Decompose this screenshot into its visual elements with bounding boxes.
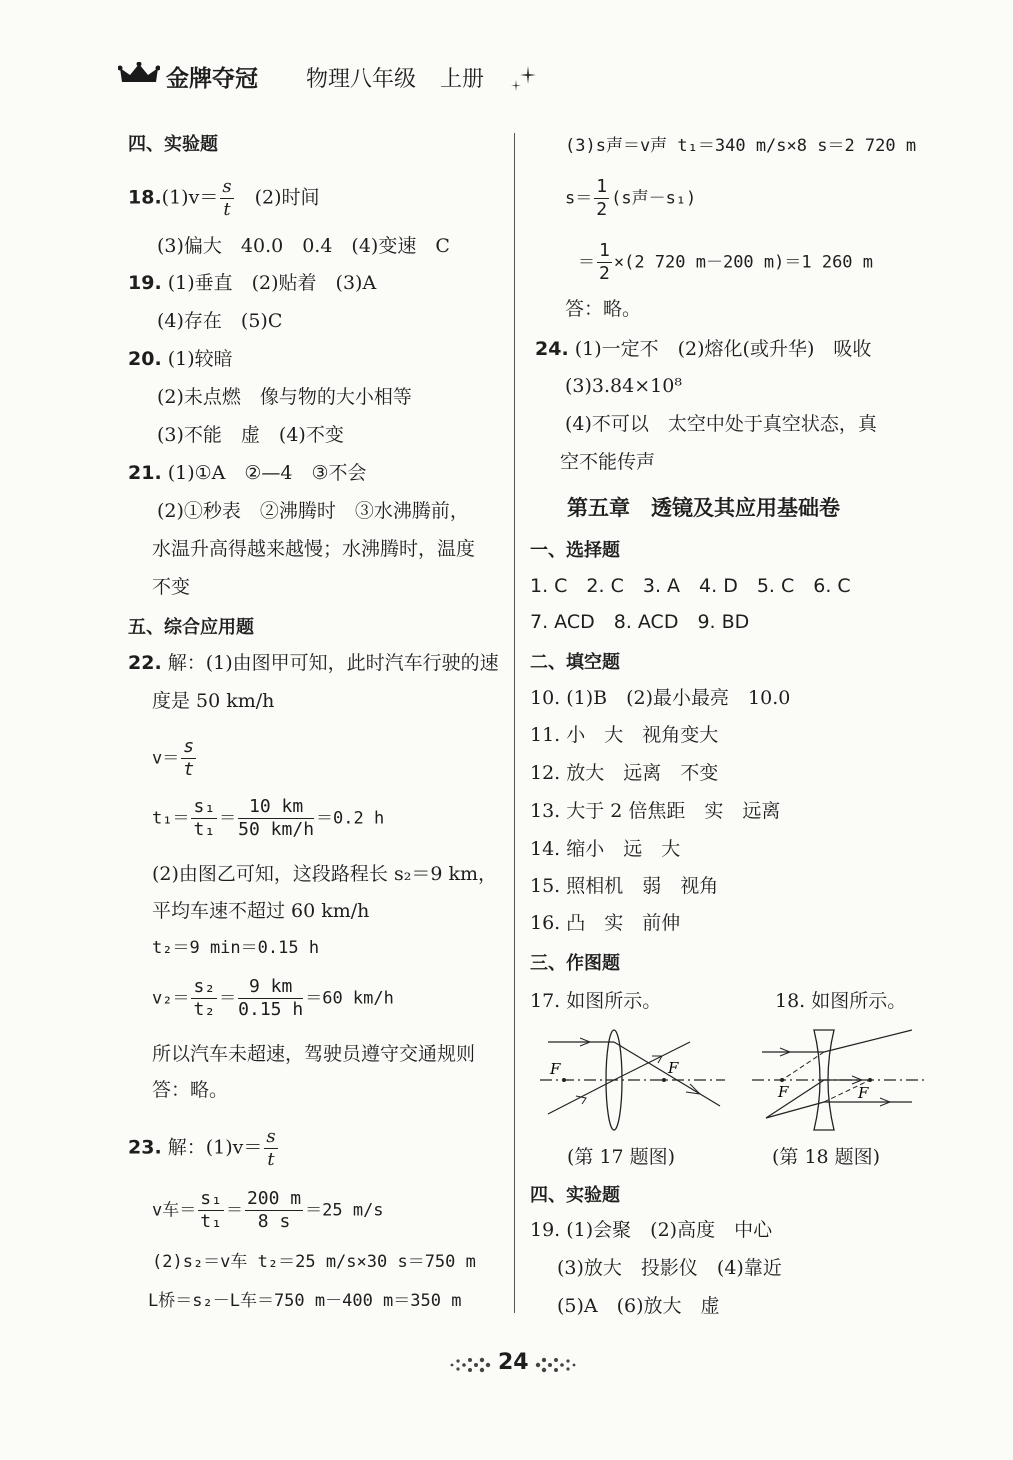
crown-icon <box>118 62 160 86</box>
q24-line4: 空不能传声 <box>560 451 656 473</box>
q22-t2: t₂＝9 min＝0.15 h <box>152 938 320 958</box>
fraction: $\frac{s}{t}$ <box>222 176 232 220</box>
q21-line2: (2)①秒表 ②沸腾时 ③水沸腾前， <box>157 500 469 522</box>
figure-18-concave-lens <box>752 1022 932 1132</box>
q24-line3: (4)不可以 太空中处于真空状态，真 <box>565 413 877 435</box>
q22-line5: 所以汽车未超速，驾驶员遵守交通规则 <box>152 1043 476 1065</box>
q23-line4: (3)s声＝v声 t₁＝340 m/s×8 s＝2 720 m <box>565 136 917 156</box>
draw-17: 17. 如图所示。 <box>530 990 662 1012</box>
focal-label: F <box>858 1084 869 1102</box>
exp-19-line3: (5)A (6)放大 虚 <box>557 1295 720 1317</box>
q22-formula: v＝ $\frac{s}{t}$ <box>152 736 195 780</box>
q23-vcar: v车＝ $\frac{\text{s₁}}{\text{t₁}}$ ＝ $\frac{200 m}{8 s}$ ＝25 m/s <box>152 1188 384 1232</box>
figure-17-caption: (第 17 题图) <box>567 1146 676 1168</box>
q18-line1: 18.(1)v＝ $\frac{s}{t}$ (2)时间 <box>128 176 320 220</box>
fill-16: 16. 凸 实 前伸 <box>530 912 681 934</box>
section-heading: 三、作图题 <box>530 953 620 974</box>
exp-19-line1: 19. (1)会聚 (2)高度 中心 <box>530 1219 773 1241</box>
section-heading: 五、综合应用题 <box>128 617 254 638</box>
page-number: 24 <box>498 1350 529 1375</box>
q20-line3: (3)不能 虚 (4)不变 <box>157 424 344 446</box>
mc-line1: 1. C 2. C 3. A 4. D 5. C 6. C <box>530 575 851 597</box>
q21-line3: 水温升高得越来越慢；水沸腾时，温度 <box>152 538 476 560</box>
volume-title: 上册 <box>440 67 485 92</box>
q22-line4: 平均车速不超过 60 km/h <box>152 900 370 922</box>
figure-17-convex-lens <box>540 1022 730 1132</box>
q19-line2: (4)存在 (5)C <box>157 310 283 332</box>
dots-decoration-left-icon <box>448 1355 492 1375</box>
fill-10: 10. (1)B (2)最小最亮 10.0 <box>530 687 791 709</box>
q18-line2: (3)偏大 40.0 0.4 (4)变速 C <box>157 235 450 257</box>
figure-18-caption: (第 18 题图) <box>772 1146 881 1168</box>
q22-v2: v₂＝ $\frac{\text{s₂}}{\text{t₂}}$ ＝ $\frac{9 km}{0.15 h}$ ＝60 km/h <box>152 976 394 1020</box>
q23-line1: 23. 解：(1)v＝ $\frac{s}{t}$ <box>128 1126 276 1170</box>
exp-19-line2: (3)放大 投影仪 (4)靠近 <box>557 1257 782 1279</box>
q23-line2: (2)s₂＝v车 t₂＝25 m/s×30 s＝750 m <box>152 1252 476 1272</box>
q20-line2: (2)未点燃 像与物的大小相等 <box>157 386 412 408</box>
q23-line5: s＝ $\frac{1}{2}$ (s声－s₁) <box>565 176 697 220</box>
sparkle-icon <box>510 64 540 92</box>
q21-line1: 21. (1)①A ②—4 ③不会 <box>128 462 367 484</box>
q24-line2: (3)3.84×10⁸ <box>565 375 682 397</box>
q23-line6: ＝ $\frac{1}{2}$ ×(2 720 m－200 m)＝1 260 m <box>578 240 874 284</box>
section-heading: 四、实验题 <box>530 1185 620 1206</box>
brand-title: 金牌夺冠 <box>166 66 258 92</box>
fill-11: 11. 小 大 视角变大 <box>530 724 719 746</box>
q23-answer: 答：略。 <box>565 298 642 320</box>
q22-line3: (2)由图乙可知，这段路程长 s₂＝9 km， <box>152 863 497 885</box>
fill-13: 13. 大于 2 倍焦距 实 远离 <box>530 800 781 822</box>
section-heading: 二、填空题 <box>530 652 620 673</box>
focal-label: F <box>550 1060 561 1078</box>
fill-14: 14. 缩小 远 大 <box>530 838 681 860</box>
focal-label: F <box>668 1059 679 1077</box>
q22-t1: t₁＝ $\frac{\text{s₁}}{\text{t₁}}$ ＝ $\frac{10 km}{50 km/h}$ ＝0.2 h <box>152 796 385 840</box>
q22-line2: 度是 50 km/h <box>152 690 275 712</box>
q24-line1: 24. (1)一定不 (2)熔化(或升华) 吸收 <box>535 338 872 360</box>
q22-line1: 22. 解：(1)由图甲可知，此时汽车行驶的速 <box>128 652 499 674</box>
draw-18: 18. 如图所示。 <box>775 990 907 1012</box>
q23-line3: L桥＝s₂－L车＝750 m－400 m＝350 m <box>148 1291 462 1311</box>
section-heading: 一、选择题 <box>530 540 620 561</box>
fill-12: 12. 放大 远离 不变 <box>530 762 719 784</box>
q19-line1: 19. (1)垂直 (2)贴着 (3)A <box>128 272 377 294</box>
subject-title: 物理八年级 <box>306 67 417 92</box>
column-divider <box>514 133 515 1313</box>
focal-label: F <box>778 1083 789 1101</box>
section-heading: 四、实验题 <box>128 134 218 155</box>
fill-15: 15. 照相机 弱 视角 <box>530 875 719 897</box>
q21-line4: 不变 <box>152 576 191 598</box>
mc-line2: 7. ACD 8. ACD 9. BD <box>530 611 750 633</box>
chapter-title: 第五章 透镜及其应用基础卷 <box>567 496 840 520</box>
dots-decoration-right-icon <box>534 1355 578 1375</box>
q22-answer: 答：略。 <box>152 1079 229 1101</box>
q20-line1: 20. (1)较暗 <box>128 348 233 370</box>
